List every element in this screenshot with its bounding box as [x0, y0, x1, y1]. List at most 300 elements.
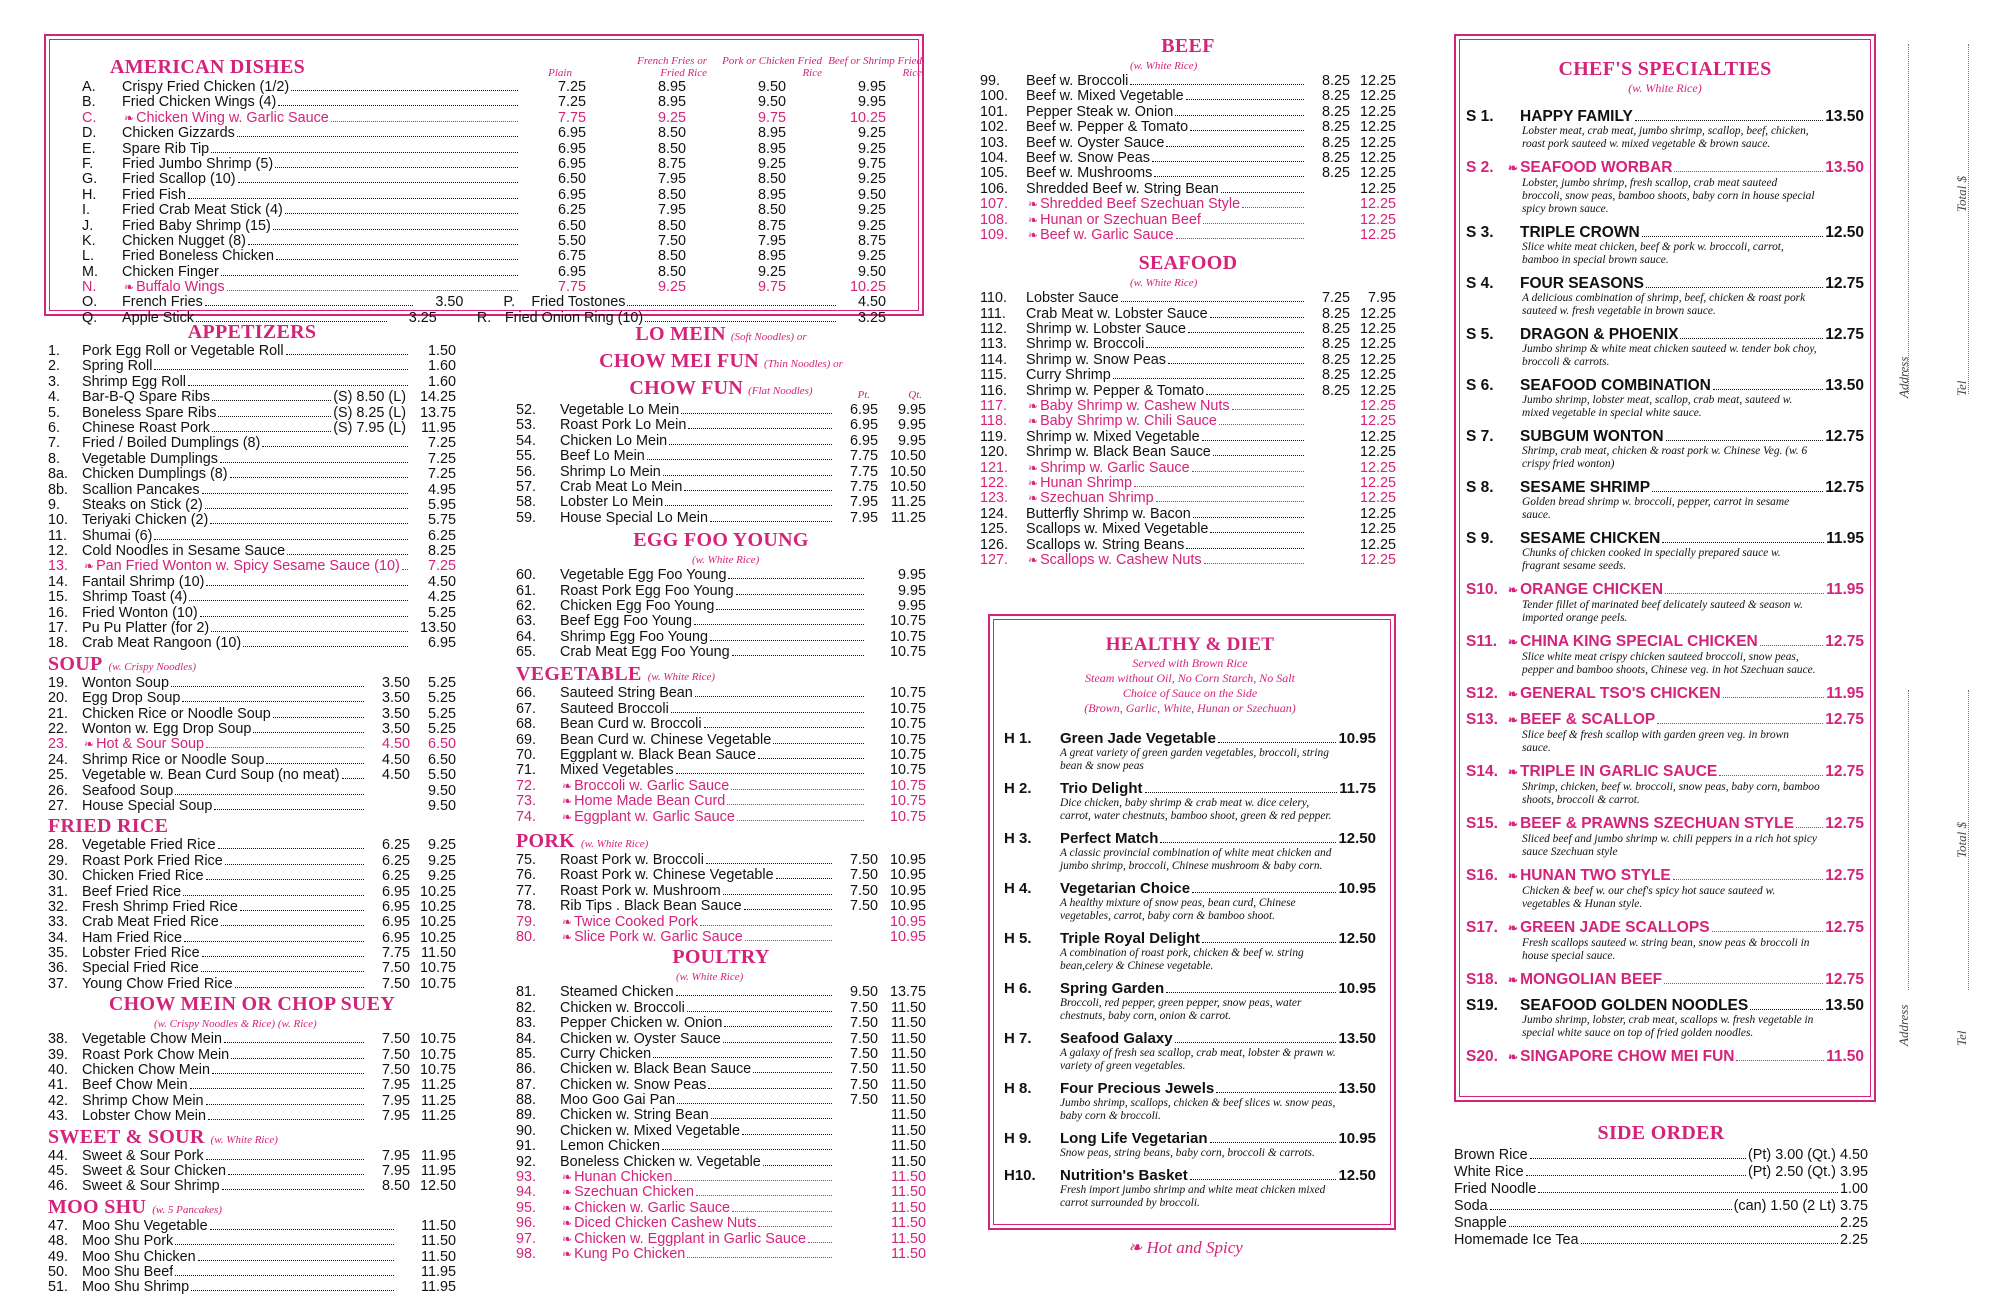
item-price: 7.50 [849, 867, 878, 884]
chef-item[interactable] [1466, 377, 1864, 420]
eggfoo-sub-section-header [516, 554, 926, 568]
menu-item-row[interactable] [980, 538, 1396, 553]
item-price: 10.95 [889, 928, 926, 945]
pork-title: PORK [516, 829, 575, 852]
menu-item-row[interactable] [516, 899, 926, 914]
menu-item-row[interactable] [980, 384, 1396, 399]
chef-item[interactable] [1466, 224, 1864, 267]
chef-item[interactable] [1466, 997, 1864, 1040]
menu-item-row[interactable] [516, 480, 926, 495]
item-number: 88. [516, 1092, 537, 1109]
menu-item-row[interactable] [516, 779, 926, 794]
chowmein-sub-section-header [48, 1018, 456, 1032]
menu-item-row[interactable] [48, 390, 456, 405]
item-name: Bean Curd w. Broccoli [560, 717, 702, 733]
chef-item[interactable] [1466, 326, 1864, 369]
menu-item-row[interactable] [48, 1280, 456, 1295]
dot-leader [1210, 1142, 1337, 1143]
dot-leader [221, 275, 518, 276]
total-label-2: Total $ [1954, 821, 1969, 858]
menu-item-row[interactable] [980, 322, 1396, 337]
dot-leader [201, 971, 364, 972]
menu-item-row[interactable] [516, 1247, 926, 1262]
item-number: 99. [980, 73, 1001, 89]
dot-leader [230, 477, 408, 478]
menu-item-row[interactable] [48, 636, 456, 651]
pepper-icon: ❧ [1508, 1050, 1519, 1064]
menu-item-row[interactable] [516, 686, 926, 701]
pepper-icon: ❧ [1508, 687, 1519, 701]
item-name: Seafood Galaxy [1060, 1030, 1173, 1047]
item-number: 90. [516, 1122, 537, 1139]
menu-item-row[interactable] [48, 1078, 456, 1093]
pepper-icon: ❧ [1028, 197, 1039, 212]
side-order-row[interactable] [1454, 1147, 1868, 1164]
item-price: 11.95 [421, 1147, 456, 1164]
friedrice-title: FRIED RICE [48, 815, 169, 838]
menu-item-row[interactable] [48, 436, 456, 451]
dot-leader [763, 1165, 832, 1166]
menu-item-row[interactable] [516, 1001, 926, 1016]
menu-item-row[interactable] [48, 707, 456, 722]
dot-leader [1134, 486, 1304, 487]
item-price: 12.25 [1359, 459, 1396, 476]
menu-item-row[interactable] [48, 1063, 456, 1078]
item-description: Lobster, jumbo shrimp, fresh scallop, crab meat sauteed broccoli, snow peas, bamboo shoots, baby corn in house special spicy brown sauce. [1522, 177, 1815, 215]
item-price: 12.25 [1359, 336, 1396, 353]
dot-leader [773, 743, 864, 744]
menu-item-row[interactable] [48, 1149, 456, 1164]
item-price: 11.25 [891, 494, 926, 511]
menu-item-row[interactable] [48, 421, 456, 436]
dot-leader [175, 1275, 394, 1276]
item-number: R. [476, 309, 492, 326]
healthy-item[interactable] [1004, 1080, 1376, 1123]
menu-item-row[interactable] [82, 280, 886, 295]
menu-item-row[interactable] [516, 868, 926, 883]
menu-item-row[interactable] [48, 1048, 456, 1063]
side-order-row[interactable] [1454, 1232, 1868, 1249]
chef-item[interactable] [1466, 971, 1864, 989]
healthy-item[interactable] [1004, 780, 1376, 823]
menu-item-row[interactable] [516, 702, 926, 717]
menu-item-row[interactable] [516, 1016, 926, 1031]
menu-item-row[interactable] [516, 748, 926, 763]
dot-leader [1146, 347, 1304, 348]
menu-item-row[interactable] [48, 1109, 456, 1124]
menu-item-row[interactable] [980, 89, 1396, 104]
chef-item[interactable] [1466, 275, 1864, 318]
menu-item-row[interactable] [516, 1047, 926, 1062]
menu-item-row[interactable] [82, 234, 886, 249]
menu-item-row[interactable] [980, 228, 1396, 243]
menu-item-row[interactable] [48, 1179, 456, 1194]
menu-item-row[interactable] [516, 449, 926, 464]
menu-item-row[interactable] [516, 717, 926, 732]
menu-item-row[interactable] [980, 136, 1396, 151]
healthy-item[interactable] [1004, 930, 1376, 973]
healthy-item[interactable] [1004, 730, 1376, 773]
chef-item[interactable] [1466, 815, 1864, 859]
address-label-2: Address [1896, 1004, 1911, 1046]
item-price: 12.25 [1359, 367, 1396, 384]
chef-item[interactable] [1466, 685, 1864, 703]
menu-item-row[interactable] [516, 645, 926, 660]
dot-leader [210, 1229, 394, 1230]
menu-item-row[interactable] [516, 584, 926, 599]
menu-item-row[interactable] [980, 507, 1396, 522]
item-number: 42. [48, 1092, 69, 1109]
menu-item-row[interactable] [516, 1032, 926, 1047]
item-name: Moo Shu Beef [82, 1264, 174, 1280]
menu-item-row[interactable] [980, 105, 1396, 120]
menu-item-row[interactable] [980, 213, 1396, 228]
item-price: 11.95 [421, 419, 456, 436]
chef-item[interactable] [1466, 633, 1864, 677]
menu-item-row[interactable] [48, 1164, 456, 1179]
menu-item-row[interactable] [48, 737, 456, 752]
item-price: 6.50 [427, 736, 456, 753]
item-price: 7.50 [849, 1076, 878, 1093]
chef-item[interactable] [1466, 763, 1864, 807]
menu-item-row[interactable] [516, 614, 926, 629]
menu-item-row[interactable] [980, 166, 1396, 181]
menu-item-row[interactable] [980, 491, 1396, 506]
vegetable-heading [516, 663, 866, 686]
item-price: 12.50 [419, 1178, 456, 1195]
menu-item-row[interactable] [48, 722, 456, 737]
menu-item-row[interactable] [48, 529, 456, 544]
menu-item-row[interactable] [48, 931, 456, 946]
menu-item-row[interactable] [48, 590, 456, 605]
pork-subtitle: (w. White Rice) [580, 837, 649, 850]
menu-item-row[interactable] [516, 1216, 926, 1231]
item-name: White Rice [1454, 1164, 1524, 1180]
menu-item-row[interactable] [48, 784, 456, 799]
item-price: 10.75 [419, 975, 456, 992]
menu-item-row[interactable] [48, 467, 456, 482]
menu-item-row[interactable] [516, 1078, 926, 1093]
menu-item-row[interactable] [48, 799, 456, 814]
menu-item-row[interactable] [48, 513, 456, 528]
menu-item-row[interactable] [516, 1232, 926, 1247]
menu-item-row[interactable] [980, 368, 1396, 383]
menu-item-row[interactable] [48, 406, 456, 421]
item-number: P. [503, 294, 516, 311]
item-number: 58. [516, 494, 537, 511]
item-number: 52. [516, 402, 537, 418]
dot-leader [1680, 338, 1823, 339]
item-price: 11.50 [891, 1230, 926, 1247]
menu-item-row[interactable] [980, 553, 1396, 568]
menu-item-row[interactable] [980, 461, 1396, 476]
menu-item-row[interactable] [516, 511, 926, 526]
menu-item-row[interactable] [48, 691, 456, 706]
dot-leader [210, 523, 408, 524]
chef-item[interactable] [1466, 530, 1864, 573]
item-number: 117. [980, 398, 1007, 415]
menu-item-row[interactable] [516, 599, 926, 614]
menu-item-row[interactable] [82, 172, 886, 187]
menu-item-row[interactable] [980, 522, 1396, 537]
side-order-row[interactable] [1454, 1181, 1868, 1198]
side-order-row[interactable] [1454, 1164, 1868, 1181]
menu-item-row[interactable] [82, 203, 886, 218]
item-name: Crab Meat Egg Foo Young [560, 645, 730, 661]
menu-item-row[interactable] [516, 1155, 926, 1170]
menu-item-row[interactable] [48, 1219, 456, 1234]
menu-item-row[interactable] [48, 452, 456, 467]
menu-item-row[interactable] [980, 337, 1396, 352]
item-price: 11.50 [891, 1215, 926, 1232]
item-number: 118. [980, 413, 1007, 430]
menu-item-row[interactable] [516, 915, 926, 930]
menu-item-row[interactable] [82, 188, 886, 203]
menu-item-row[interactable] [48, 1234, 456, 1249]
menu-item-row[interactable] [516, 495, 926, 510]
item-price: 12.25 [1359, 490, 1396, 507]
menu-item-row[interactable] [82, 80, 886, 95]
healthy-item-row [1004, 780, 1376, 797]
menu-item-row[interactable] [48, 575, 456, 590]
item-price: 14.25 [419, 389, 456, 406]
chef-item[interactable] [1466, 108, 1864, 151]
item-price: 8.25 [1321, 103, 1350, 120]
item-price: 12.25 [1359, 551, 1396, 568]
item-number: E. [82, 140, 96, 157]
menu-item-row[interactable] [82, 142, 886, 157]
chef-item[interactable] [1466, 711, 1864, 755]
item-name: Roast Pork Egg Foo Young [560, 583, 734, 599]
dot-leader [694, 624, 864, 625]
menu-item-row[interactable] [516, 1170, 926, 1185]
chowmein-sub-col-1 [410, 1031, 456, 1032]
chef-item[interactable] [1466, 1048, 1864, 1066]
menu-item-row[interactable] [516, 434, 926, 449]
item-price: 7.95 [849, 494, 878, 511]
item-name: Fried Tostones [531, 295, 626, 311]
item-price: 7.25 [557, 79, 586, 95]
american-extra-row[interactable] [82, 295, 886, 310]
item-price: 10.75 [889, 685, 926, 702]
menu-item-row[interactable] [48, 869, 456, 884]
menu-item-row[interactable] [82, 157, 886, 172]
menu-item-row[interactable] [516, 763, 926, 778]
item-name: Beef Lo Mein [560, 449, 645, 465]
chef-item[interactable] [1466, 479, 1864, 522]
menu-item-row[interactable] [48, 676, 456, 691]
dot-leader [273, 229, 518, 230]
side-order-row[interactable] [1454, 1198, 1868, 1215]
item-name: Fried Wonton (10) [82, 605, 198, 621]
menu-item-row[interactable] [980, 291, 1396, 306]
healthy-item[interactable] [1004, 830, 1376, 873]
menu-item-row[interactable] [48, 359, 456, 374]
chef-item[interactable] [1466, 428, 1864, 471]
menu-item-row[interactable] [48, 946, 456, 961]
menu-item-row[interactable] [82, 111, 886, 126]
menu-item-row[interactable] [48, 544, 456, 559]
item-price: 10.75 [889, 808, 926, 825]
menu-item-row[interactable] [48, 854, 456, 869]
menu-item-row[interactable] [48, 1265, 456, 1280]
menu-item-row[interactable] [48, 1250, 456, 1265]
menu-item-row[interactable] [516, 794, 926, 809]
menu-item-row[interactable] [82, 95, 886, 110]
item-price: 9.50 [427, 782, 456, 799]
item-number: 67. [516, 700, 537, 717]
menu-item-row[interactable] [516, 930, 926, 945]
dot-leader [208, 1119, 364, 1120]
menu-item-row[interactable] [980, 307, 1396, 322]
menu-item-row[interactable] [516, 403, 926, 418]
menu-item-row[interactable] [48, 838, 456, 853]
dot-leader [1210, 532, 1304, 533]
item-price: 3.50 [381, 720, 410, 737]
dot-leader [676, 995, 832, 996]
pork-col-0 [834, 852, 878, 853]
menu-item-row[interactable] [48, 483, 456, 498]
item-price: 11.50 [891, 1107, 926, 1124]
vegetable-title: VEGETABLE [516, 663, 642, 686]
pepper-icon: ❧ [562, 1231, 573, 1246]
lomein-heading-line [516, 322, 926, 349]
menu-item-row[interactable] [48, 768, 456, 783]
item-number: A. [82, 79, 96, 95]
menu-item-row[interactable] [48, 885, 456, 900]
item-price: 7.75 [849, 463, 878, 480]
menu-item-row[interactable] [516, 1124, 926, 1139]
menu-item-row[interactable] [48, 606, 456, 621]
item-price: 11.95 [1826, 685, 1864, 702]
item-number: 46. [48, 1178, 69, 1195]
menu-item-row[interactable] [48, 977, 456, 992]
chef-item-row [1466, 1048, 1864, 1066]
menu-item-row[interactable] [82, 249, 886, 264]
menu-item-row[interactable] [516, 810, 926, 825]
menu-item-row[interactable] [980, 151, 1396, 166]
item-price: 10.95 [1338, 1130, 1376, 1147]
item-name: Beef w. Broccoli [1026, 74, 1129, 89]
seafood-title: SEAFOOD [1138, 252, 1238, 275]
menu-item-row[interactable] [516, 884, 926, 899]
item-price: 8.75 [857, 232, 886, 249]
item-number: 55. [516, 448, 537, 465]
menu-item-row[interactable] [980, 353, 1396, 368]
menu-item-row[interactable] [48, 1032, 456, 1047]
menu-item-row[interactable] [48, 900, 456, 915]
item-name: Roast Pork w. Chinese Vegetable [560, 868, 774, 884]
item-price: 12.25 [1359, 149, 1396, 166]
menu-item-row[interactable] [48, 961, 456, 976]
item-price: 12.75 [1825, 711, 1864, 728]
menu-item-row[interactable] [516, 1062, 926, 1077]
healthy-item[interactable] [1004, 1030, 1376, 1073]
menu-item-row[interactable] [82, 265, 886, 280]
menu-item-row[interactable] [516, 418, 926, 433]
dot-leader [402, 569, 408, 570]
menu-item-row[interactable] [516, 1093, 926, 1108]
menu-item-row[interactable] [48, 621, 456, 636]
dot-leader [190, 1088, 364, 1089]
item-number: 64. [516, 628, 537, 645]
menu-item-row[interactable] [48, 1094, 456, 1109]
menu-item-row[interactable] [980, 120, 1396, 135]
menu-item-row[interactable] [82, 219, 886, 234]
item-number: 82. [516, 999, 537, 1016]
dot-leader [1168, 363, 1304, 364]
menu-item-row[interactable] [516, 853, 926, 868]
menu-item-row[interactable] [48, 375, 456, 390]
item-description: Jumbo shrimp, lobster, crab meat, scallops w. fresh vegetable in special white sauce on top of fried golden noodles. [1522, 1014, 1814, 1039]
menu-item-row[interactable] [516, 1139, 926, 1154]
dot-leader [1192, 471, 1304, 472]
menu-item-row[interactable] [48, 559, 456, 574]
healthy-item[interactable] [1004, 980, 1376, 1023]
menu-item-row[interactable] [82, 126, 886, 141]
menu-item-row[interactable] [48, 915, 456, 930]
item-price: 10.95 [1338, 880, 1376, 897]
item-price: 8.75 [657, 155, 686, 172]
menu-item-row[interactable] [980, 430, 1396, 445]
menu-item-row[interactable] [516, 733, 926, 748]
menu-item-row[interactable] [516, 1201, 926, 1216]
menu-item-row[interactable] [980, 399, 1396, 414]
side-order [1454, 1122, 1868, 1249]
item-price: 7.50 [657, 232, 686, 249]
item-name: Chicken w. Oyster Sauce [560, 1031, 721, 1047]
menu-item-row[interactable] [516, 465, 926, 480]
item-price: 7.75 [849, 448, 878, 465]
dot-leader [687, 1011, 832, 1012]
menu-item-row[interactable] [980, 476, 1396, 491]
menu-item-row[interactable] [980, 74, 1396, 89]
item-number: S20. [1466, 1048, 1498, 1065]
healthy-item-row [1004, 1130, 1376, 1147]
menu-item-row[interactable] [980, 414, 1396, 429]
item-name: BEEF & PRAWNS SZECHUAN STYLE [1520, 815, 1794, 832]
item-name: Beef w. Mixed Vegetable [1026, 89, 1184, 105]
menu-item-row[interactable] [516, 1185, 926, 1200]
menu-item-row[interactable] [980, 182, 1396, 197]
item-price: 10.50 [889, 478, 926, 495]
healthy-item[interactable] [1004, 1167, 1376, 1210]
item-number: 109. [980, 226, 1009, 243]
chef-item[interactable] [1466, 581, 1864, 625]
side-order-row[interactable] [1454, 1215, 1868, 1232]
menu-item-row[interactable] [516, 630, 926, 645]
menu-item-row[interactable] [516, 568, 926, 583]
item-price: 9.25 [857, 248, 886, 265]
item-price: 10.75 [889, 777, 926, 794]
healthy-item[interactable] [1004, 1130, 1376, 1160]
healthy-item[interactable] [1004, 880, 1376, 923]
item-price: 12.25 [1359, 413, 1396, 430]
chef-item[interactable] [1466, 919, 1864, 963]
chef-item[interactable] [1466, 159, 1864, 216]
menu-item-row[interactable] [48, 498, 456, 513]
item-price: 4.25 [427, 589, 456, 606]
dot-leader [206, 1159, 364, 1160]
menu-item-row[interactable] [516, 985, 926, 1000]
menu-item-row[interactable] [48, 344, 456, 359]
menu-item-row[interactable] [516, 1108, 926, 1123]
menu-item-row[interactable] [980, 197, 1396, 212]
menu-item-row[interactable] [980, 445, 1396, 460]
menu-item-row[interactable] [48, 753, 456, 768]
chef-item[interactable] [1466, 867, 1864, 911]
item-number: 66. [516, 685, 537, 702]
